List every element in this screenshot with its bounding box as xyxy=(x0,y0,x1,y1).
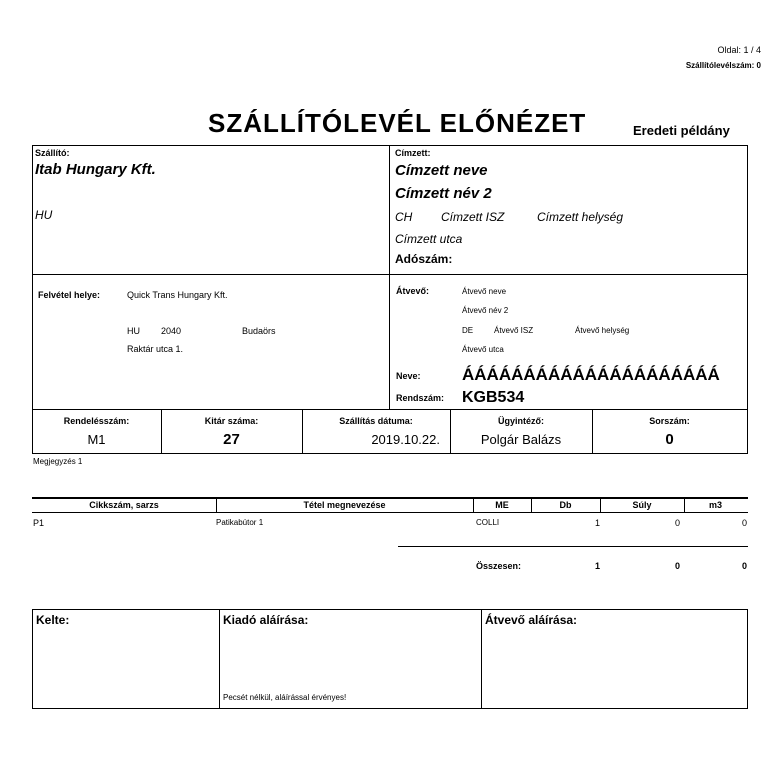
col-header-unit: ME xyxy=(495,500,509,510)
col-header-m3: m3 xyxy=(708,500,722,510)
serial-label: Sorszám: xyxy=(649,416,690,426)
recipient-name: Címzett neve xyxy=(395,162,488,179)
receiver-city: Átvevő helység xyxy=(575,326,630,335)
plate-value: KGB534 xyxy=(462,389,525,406)
supplier-country: HU xyxy=(35,208,53,222)
item-code: P1 xyxy=(33,518,45,528)
pickup-zip: 2040 xyxy=(161,326,182,336)
note-text: Megjegyzés 1 xyxy=(33,457,83,466)
item-m3: 0 xyxy=(741,518,747,528)
pickup-city: Budaörs xyxy=(242,326,276,336)
total-m3: 0 xyxy=(741,561,747,571)
total-label: Összesen: xyxy=(476,561,522,571)
pickup-label: Felvétel helye: xyxy=(38,290,101,300)
agent-value: Polgár Balázs xyxy=(480,432,562,447)
page-title: SZÁLLÍTÓLEVÉL ELŐNÉZET xyxy=(208,108,587,138)
item-unit: COLLI xyxy=(476,518,500,527)
delivery-date-label: Szállítás dátuma: xyxy=(339,416,413,426)
delivery-date-value: 2019.10.22. xyxy=(371,432,440,447)
receiver-name-label: Neve: xyxy=(396,371,421,381)
item-weight: 0 xyxy=(674,518,680,528)
receiver-label: Átvevő: xyxy=(396,286,430,296)
recipient-zip: Címzett ISZ xyxy=(441,210,505,224)
signature-date-label: Kelte: xyxy=(36,613,70,627)
recipient-city: Címzett helység xyxy=(537,210,624,224)
recipient-name-2: Címzett név 2 xyxy=(395,185,492,202)
total-qty: 1 xyxy=(594,561,600,571)
receiver-street: Átvevő utca xyxy=(462,345,504,354)
pickup-country: HU xyxy=(127,326,140,336)
recipient-label: Címzett: xyxy=(395,148,431,158)
item-qty: 1 xyxy=(594,518,600,528)
exit-number-value: 27 xyxy=(223,431,240,448)
col-header-weight: Súly xyxy=(632,500,652,510)
pickup-street: Raktár utca 1. xyxy=(127,344,184,354)
receiver-zip: Átvevő ISZ xyxy=(494,326,534,335)
receiver-name: Átvevő neve xyxy=(462,287,507,296)
receiver-country: DE xyxy=(462,326,474,335)
exit-number-label: Kitár száma: xyxy=(204,416,259,426)
receiver-signature-label: Átvevő aláírása: xyxy=(485,613,578,627)
total-weight: 0 xyxy=(674,561,680,571)
plate-label: Rendszám: xyxy=(396,393,445,403)
col-header-code: Cikkszám, sarzs xyxy=(89,500,159,510)
order-number-value: M1 xyxy=(87,432,106,447)
col-header-name: Tétel megnevezése xyxy=(303,500,386,510)
serial-value: 0 xyxy=(665,431,674,448)
recipient-street: Címzett utca xyxy=(395,232,463,246)
issuer-signature-label: Kiadó aláírása: xyxy=(223,613,309,627)
issuer-note: Pecsét nélkül, aláírással érvényes! xyxy=(223,693,347,702)
order-number-label: Rendelésszám: xyxy=(63,416,130,426)
delivery-note-number: Szállítólevélszám: 0 xyxy=(685,61,761,70)
page-number: Oldal: 1 / 4 xyxy=(717,45,761,55)
item-name: Patikabútor 1 xyxy=(216,518,264,527)
agent-label: Ügyintéző: xyxy=(498,416,544,426)
recipient-country: CH xyxy=(395,210,413,224)
receiver-name-2: Átvevő név 2 xyxy=(462,306,509,315)
pickup-company: Quick Trans Hungary Kft. xyxy=(127,290,228,300)
supplier-label: Szállító: xyxy=(35,148,70,158)
recipient-tax-label: Adószám: xyxy=(395,252,453,266)
supplier-name: Itab Hungary Kft. xyxy=(35,161,156,178)
col-header-qty: Db xyxy=(559,500,572,510)
original-copy-label: Eredeti példány xyxy=(633,123,730,138)
receiver-name-value: ÁÁÁÁÁÁÁÁÁÁÁÁÁÁÁÁÁÁÁÁÁ xyxy=(462,365,720,384)
